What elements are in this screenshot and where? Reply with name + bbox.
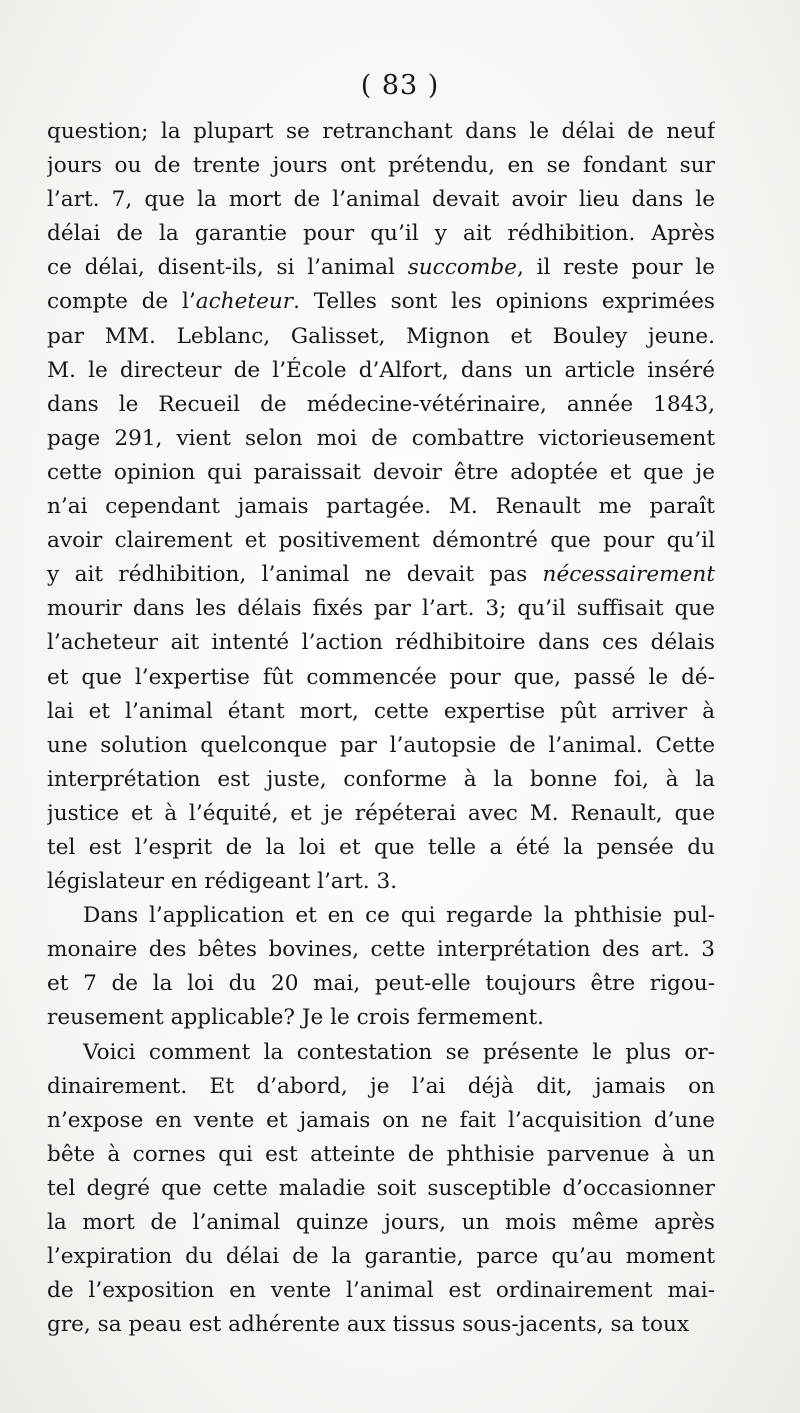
text-line: cette opinion qui paraissait devoir être adoptée et que je — [47, 459, 715, 485]
text-line: justice et à l’équité, et je répéterai avec M. Renault, que — [47, 800, 715, 826]
text-line: n’expose en vente et jamais on ne fait l’acquisition d’une — [47, 1107, 715, 1133]
body-text — [47, 115, 715, 1342]
text-line: bête à cornes qui est atteinte de phthisie parvenue à un — [47, 1141, 715, 1167]
text-line: par MM. Leblanc, Galisset, Mignon et Bouley jeune. — [47, 323, 715, 349]
text-line: l’acheteur ait intenté l’action rédhibitoire dans ces délais — [47, 630, 715, 656]
text-line: page 291, vient selon moi de combattre victorieusement — [47, 425, 715, 451]
text-line: mourir dans les délais fixés par l’art. 3; qu’il suffisait que — [47, 596, 715, 622]
text-line: de l’exposition en vente l’animal est ordinairement mai- — [47, 1278, 715, 1304]
text-line: compte de l’acheteur. Telles sont les opinions exprimées — [47, 289, 715, 315]
text-line: y ait rédhibition, l’animal ne devait pas nécessairement — [47, 562, 715, 588]
text-line: une solution quelconque par l’autopsie de l’animal. Cette — [47, 732, 715, 758]
text-line: question; la plupart se retranchant dans le délai de neuf — [47, 119, 715, 144]
italic-text: succombe — [407, 255, 517, 281]
text-line: l’expiration du délai de la garantie, parce qu’au moment — [47, 1244, 715, 1270]
text-line: M. le directeur de l’École d’Alfort, dans un article inséré — [47, 357, 715, 383]
text-line: dinairement. Et d’abord, je l’ai déjà dit, jamais on — [47, 1073, 715, 1099]
text-line: tel degré que cette maladie soit susceptible d’occasionner — [47, 1175, 715, 1201]
text-line: délai de la garantie pour qu’il y ait rédhibition. Après — [47, 221, 715, 247]
page-number: ( 83 ) — [360, 70, 440, 101]
italic-text: acheteur — [195, 289, 294, 315]
text-line: interprétation est juste, conforme à la bonne foi, à la — [47, 766, 715, 792]
text-line: reusement applicable? Je le crois fermement. — [47, 1005, 544, 1031]
text-line: lai et l’animal étant mort, cette expertise pût arriver à — [47, 698, 715, 724]
text-line: l’art. 7, que la mort de l’animal devait avoir lieu dans le — [47, 187, 715, 213]
text-line: dans le Recueil de médecine-vétérinaire, année 1843, — [47, 391, 715, 417]
text-line: ce délai, disent-ils, si l’animal succombe, il reste pour le — [47, 255, 715, 281]
text-line: et 7 de la loi du 20 mai, peut-elle toujours être rigou- — [47, 971, 715, 997]
text-line: Voici comment la contestation se présente le plus or- — [83, 1039, 715, 1065]
text-line: avoir clairement et positivement démontré que pour qu’il — [47, 528, 715, 554]
text-line: monaire des bêtes bovines, cette interprétation des art. 3 — [47, 937, 715, 963]
text-line: législateur en rédigeant l’art. 3. — [47, 869, 398, 895]
text-line: tel est l’esprit de la loi et que telle a été la pensée du — [47, 834, 715, 860]
text-line: jours ou de trente jours ont prétendu, en se fondant sur — [47, 153, 715, 179]
text-line: Dans l’application et en ce qui regarde la phthisie pul- — [83, 903, 715, 929]
text-line: la mort de l’animal quinze jours, un mois même après — [47, 1210, 715, 1235]
text-line: n’ai cependant jamais partagée. M. Renault me paraît — [47, 494, 715, 520]
text-line: gre, sa peau est adhérente aux tissus sous-jacents, sa toux — [47, 1312, 690, 1338]
italic-text: nécessairement — [542, 562, 715, 588]
text-line: et que l’expertise fût commencée pour que, passé le dé- — [47, 664, 715, 690]
